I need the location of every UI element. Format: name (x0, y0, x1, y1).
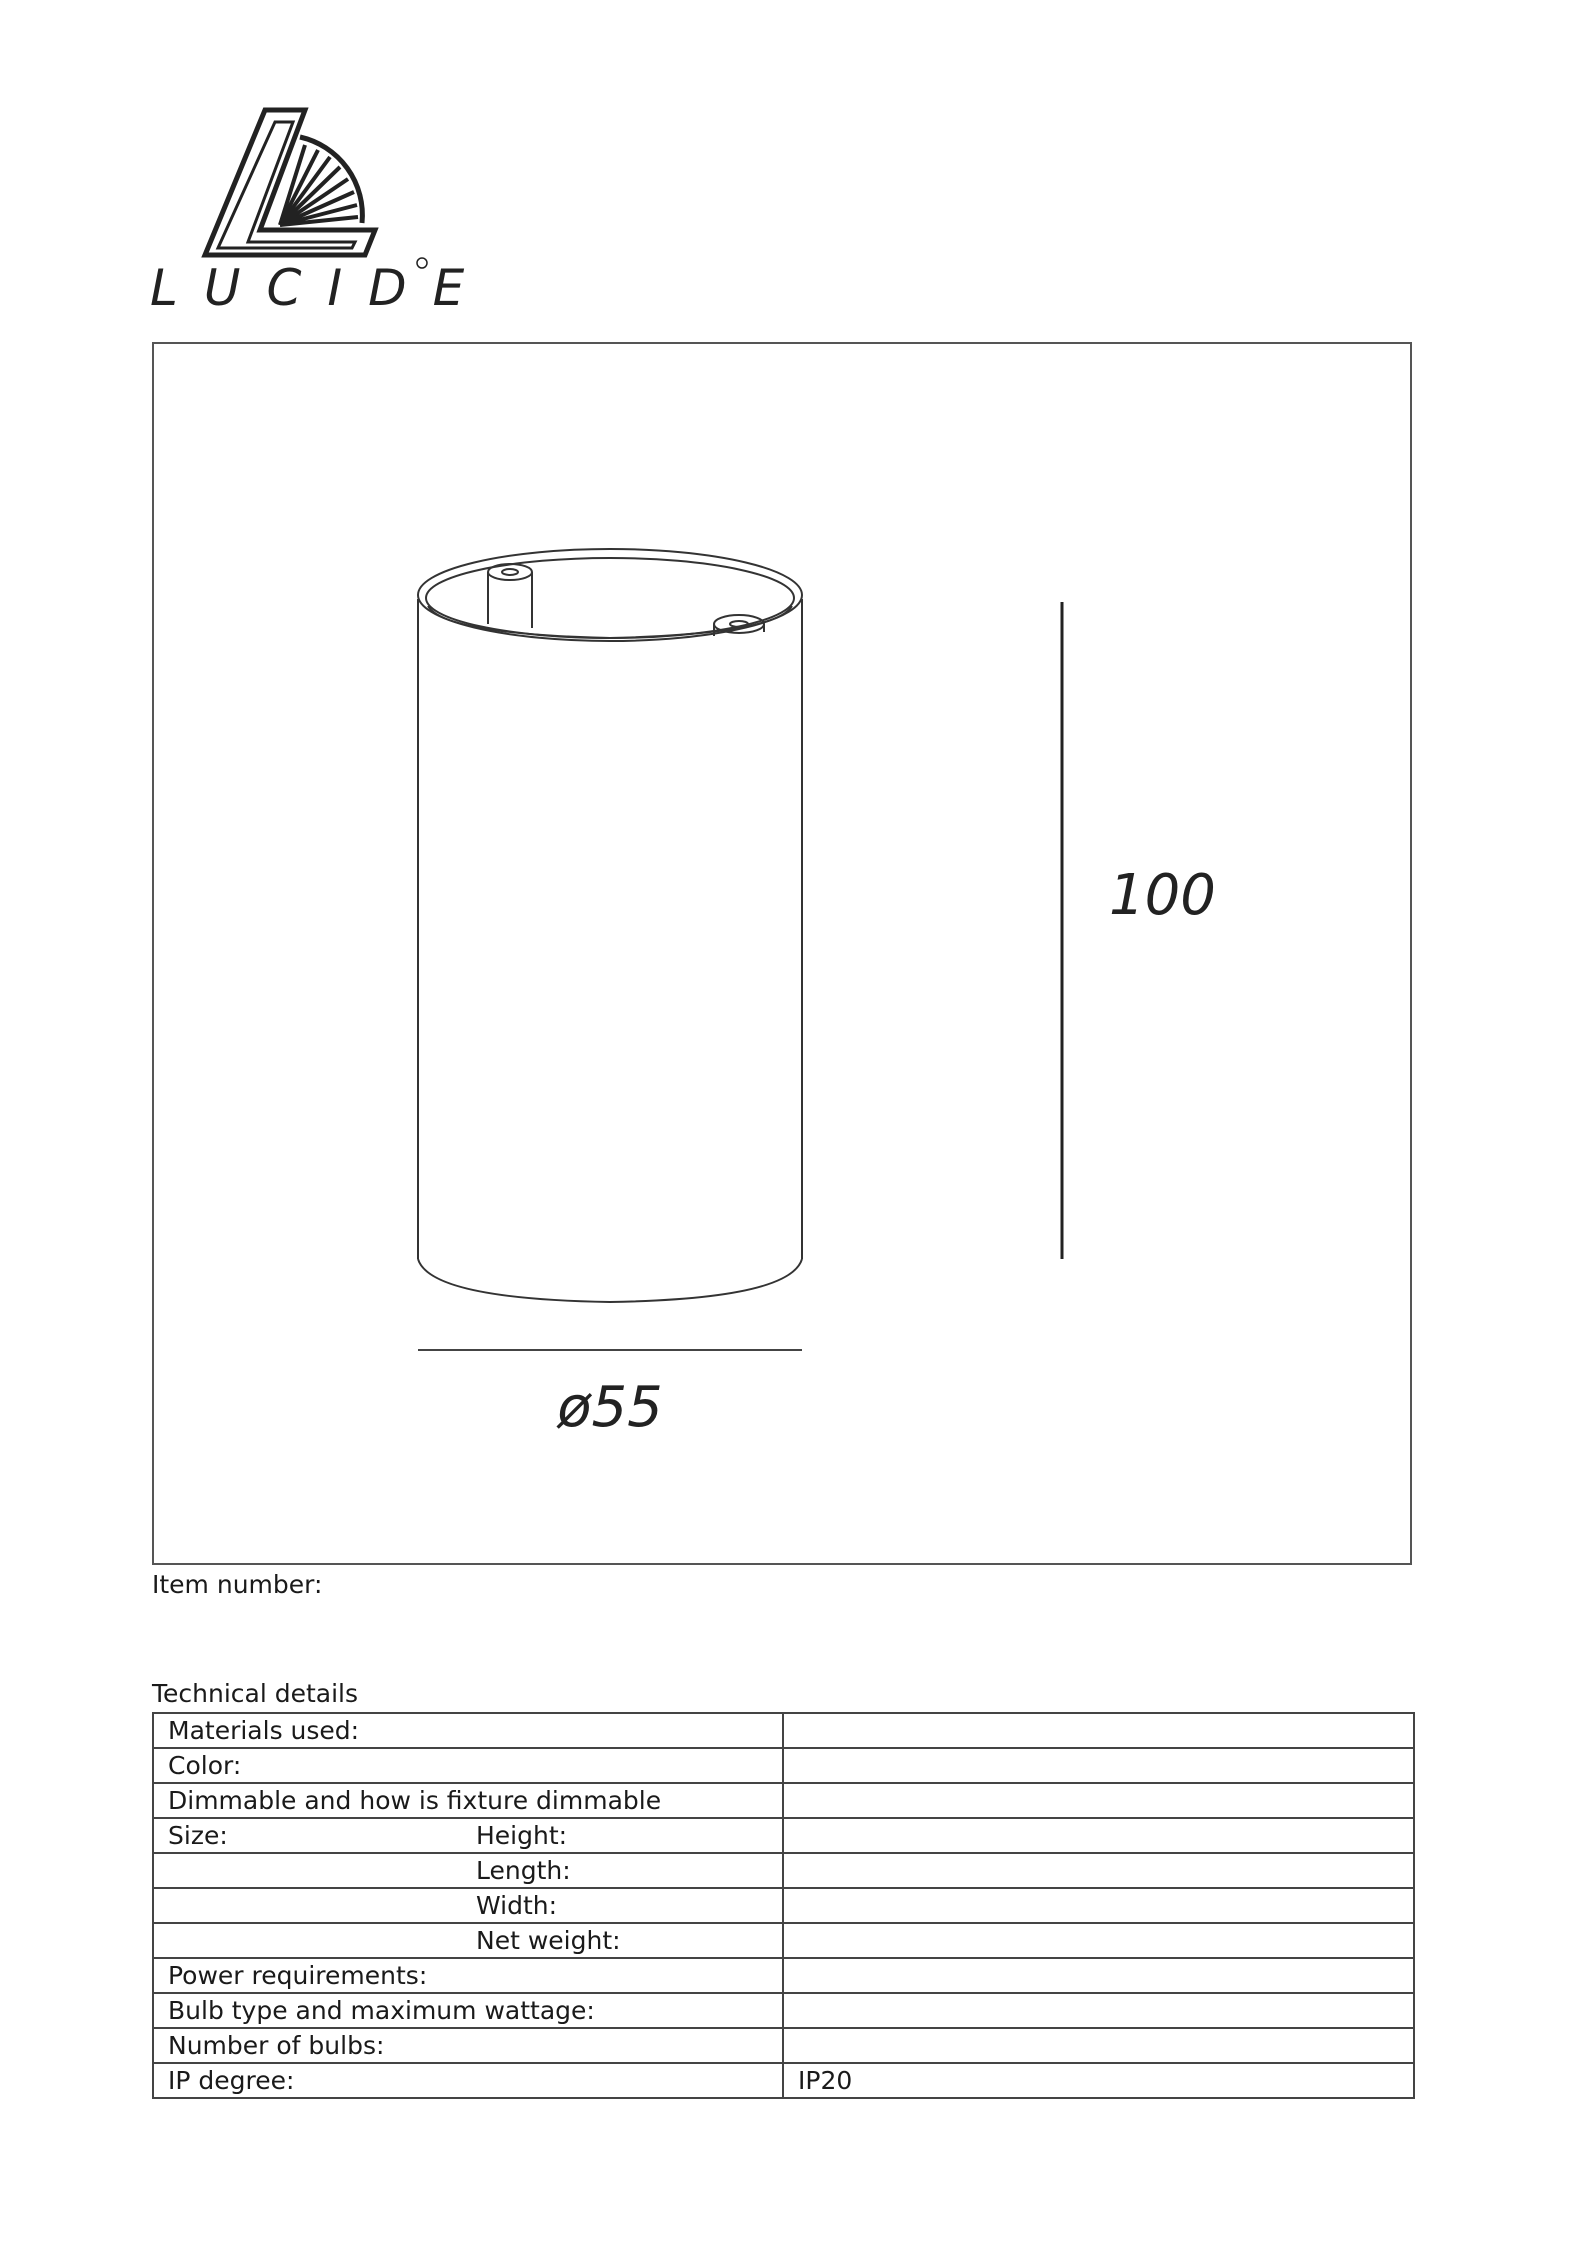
spec-label-cell (153, 1818, 783, 1853)
technical-details-table (152, 1712, 1415, 2099)
spec-label: Size: (168, 1821, 228, 1850)
spec-label-cell (153, 1993, 783, 2028)
spec-value-cell (783, 1993, 1414, 2028)
spec-label-cell (153, 1713, 783, 1748)
spec-label: Dimmable and how is fixture dimmable (168, 1786, 662, 1815)
spec-label-cell (153, 1923, 783, 1958)
spec-value-cell (783, 1748, 1414, 1783)
spec-label-cell (153, 1853, 783, 1888)
spec-label-cell (153, 1888, 783, 1923)
spec-sublabel: Height: (476, 1821, 568, 1850)
spec-label: Materials used: (168, 1716, 360, 1745)
height-dimension-label: 100 (1109, 863, 1216, 928)
spec-label-cell (153, 1958, 783, 1993)
spec-value-cell (783, 1853, 1414, 1888)
spec-label-cell (153, 1748, 783, 1783)
table-row (153, 2028, 1414, 2063)
spec-label: Color: (168, 1751, 242, 1780)
item-number-label: Item number: (152, 1570, 323, 1599)
spec-value-cell (783, 1958, 1414, 1993)
spec-label: IP degree: (168, 2066, 295, 2095)
spec-sublabel: Net weight: (476, 1926, 621, 1955)
diameter-dimension-label: ø55 (557, 1375, 663, 1440)
table-row (153, 1818, 1414, 1853)
table-row (153, 1783, 1414, 1818)
table-row (153, 1958, 1414, 1993)
table-row (153, 1993, 1414, 2028)
table-row (153, 1748, 1414, 1783)
table-row (153, 2063, 1414, 2098)
table-row (153, 1888, 1414, 1923)
spec-label-cell (153, 1783, 783, 1818)
technical-drawing (152, 342, 1412, 1565)
spec-value-cell (783, 2028, 1414, 2063)
cylinder-drawing (418, 549, 802, 1302)
spec-label-cell (153, 2028, 783, 2063)
spec-value-cell (783, 1818, 1414, 1853)
spec-value-cell (783, 1783, 1414, 1818)
table-row (153, 1923, 1414, 1958)
spec-value-cell (783, 1713, 1414, 1748)
spec-sublabel: Length: (476, 1856, 571, 1885)
lucide-logo (150, 105, 491, 317)
technical-details-title: Technical details (152, 1679, 359, 1708)
spec-value-cell: IP20 (783, 2063, 1414, 2098)
spec-sublabel: Width: (476, 1891, 558, 1920)
brand-wordmark: LUCIDE (150, 259, 491, 317)
table-row (153, 1853, 1414, 1888)
spec-label-cell (153, 2063, 783, 2098)
spec-label: Power requirements: (168, 1961, 428, 1990)
spec-label: Number of bulbs: (168, 2031, 385, 2060)
spec-label: Bulb type and maximum wattage: (168, 1996, 595, 2025)
table-row (153, 1713, 1414, 1748)
spec-value-cell (783, 1888, 1414, 1923)
spec-value-cell (783, 1923, 1414, 1958)
